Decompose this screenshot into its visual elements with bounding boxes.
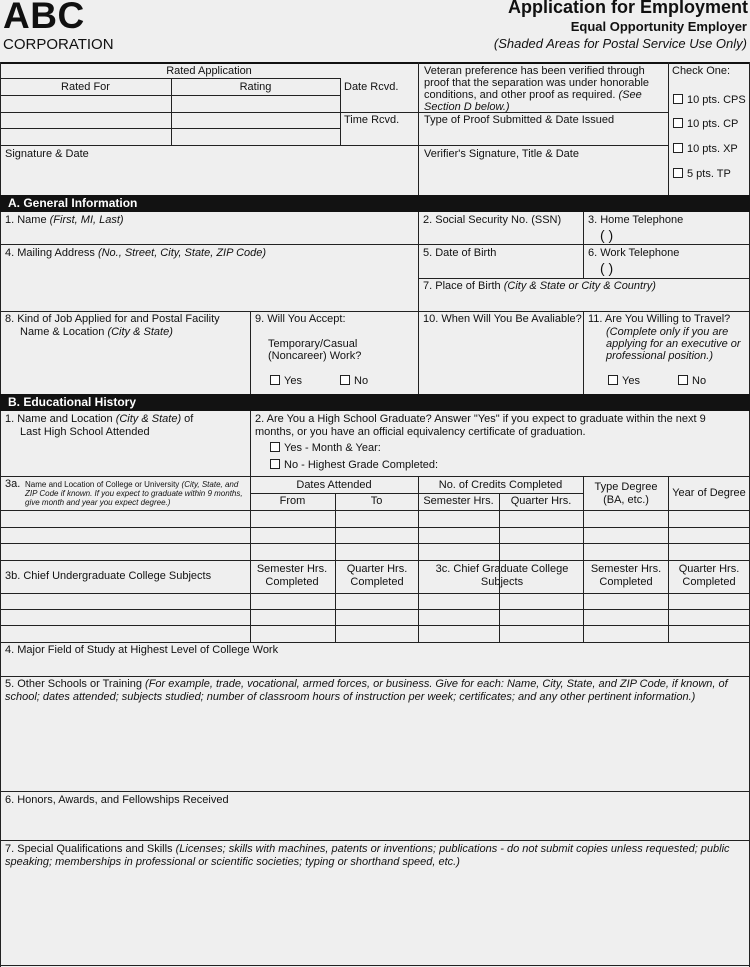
time-rcvd-label: Time Rcvd. [344, 114, 400, 126]
quarter-header: Quarter Hrs. [510, 495, 572, 507]
checkbox[interactable] [270, 375, 280, 385]
checkbox[interactable] [673, 118, 683, 128]
mailing-address-label: 4. Mailing Address (No., Street, City, State, ZIP Code) [5, 247, 267, 259]
qtr-completed-header: Quarter Hrs. Completed [346, 563, 408, 588]
hs-graduate-question: 2. Are You a High School Graduate? Answer "Yes" if you expect to graduate within the next 9 months, or you have an official equivalency certificate of graduation. [255, 413, 706, 438]
rated-application-label: Rated Application [166, 65, 252, 77]
accept-sub-2: (Noncareer) Work? [268, 350, 362, 362]
option-5-tp[interactable]: 5 pts. TP [673, 168, 731, 181]
other-schools-label: 5. Other Schools or Training (For example, trade, vocational, armed forces, or business. Give for each: Name, City, State, and ZIP Code, if known, of school; dates attended; subjects studied; number of classroom hours of instruction per week; certificates; and any other pertinent information.) [5, 678, 728, 703]
checkbox[interactable] [678, 375, 688, 385]
page-subtitle: Equal Opportunity Employer [570, 19, 747, 34]
page-title: Application for Employment [507, 0, 748, 17]
option-10-cps[interactable]: 10 pts. CPS [673, 94, 746, 107]
home-phone-field[interactable]: ( ) [600, 227, 614, 243]
name-field[interactable] [1, 228, 417, 243]
undergrad-label: 3b. Chief Undergraduate College Subjects [5, 570, 212, 582]
accept-sub-1: Temporary/Casual [268, 338, 358, 350]
dob-label: 5. Date of Birth [423, 247, 497, 259]
page-note: (Shaded Areas for Postal Service Use Only) [493, 36, 747, 51]
job-applied-label-2: Name & Location (City & State) [20, 326, 173, 338]
checkbox[interactable] [673, 143, 683, 153]
mailing-address-field[interactable] [1, 262, 417, 310]
section-a-header: A. General Information [0, 195, 750, 212]
work-phone-field[interactable]: ( ) [600, 260, 614, 276]
check-one-label: Check One: [672, 65, 731, 77]
travel-yes[interactable]: Yes [608, 375, 640, 388]
credits-header: No. of Credits Completed [438, 479, 563, 491]
special-skills-label: 7. Special Qualifications and Skills (Licenses; skills with machines, patents or inventions; publications - do not submit copies unless requested; public speaking; memberships in professional or scientific societies; typing or shorthand speed, etc.) [5, 843, 730, 868]
section-b-header: B. Educational History [0, 394, 750, 411]
hs-grad-yes[interactable]: Yes - Month & Year: [270, 442, 381, 455]
home-phone-label: 3. Home Telephone [588, 214, 684, 226]
date-rcvd-label: Date Rcvd. [344, 81, 399, 93]
checkbox[interactable] [673, 94, 683, 104]
job-applied-label: 8. Kind of Job Applied for and Postal Facility [5, 313, 220, 325]
type-degree-header: Type Degree (BA, etc.) [594, 481, 658, 506]
ssn-field[interactable] [419, 228, 582, 243]
qtr-completed-header-2: Quarter Hrs. Completed [678, 563, 740, 588]
type-of-proof-label: Type of Proof Submitted & Date Issued [424, 114, 615, 126]
checkbox[interactable] [608, 375, 618, 385]
dates-attended-header: Dates Attended [296, 479, 372, 491]
hs-label-2: Last High School Attended [20, 426, 150, 438]
name-label: 1. Name (First, MI, Last) [5, 214, 124, 226]
logo-main: ABC [3, 0, 85, 36]
work-phone-label: 6. Work Telephone [588, 247, 680, 259]
sem-completed-header-2: Semester Hrs. Completed [590, 563, 662, 588]
honors-label: 6. Honors, Awards, and Fellowships Received [5, 794, 229, 806]
accept-label: 9. Will You Accept: [255, 313, 346, 325]
accept-yes[interactable]: Yes [270, 375, 302, 388]
pob-label: 7. Place of Birth (City & State or City & Country) [423, 280, 656, 292]
college-text: Name and Location of College or University (City, State, and ZIP Code if known. If you expect to graduate within 9 months, give month and year you expect degree.) [25, 480, 243, 508]
travel-label: 11. Are You Willing to Travel? [588, 313, 731, 325]
checkbox[interactable] [270, 442, 280, 452]
hs-grad-no[interactable]: No - Highest Grade Completed: [270, 459, 438, 472]
college-label: 3a. [5, 478, 21, 490]
semester-header: Semester Hrs. [423, 495, 494, 507]
checkbox[interactable] [340, 375, 350, 385]
from-header: From [279, 495, 306, 507]
ssn-label: 2. Social Security No. (SSN) [423, 214, 562, 226]
travel-no[interactable]: No [678, 375, 706, 388]
hs-label: 1. Name and Location (City & State) of [5, 413, 194, 425]
rated-for-label: Rated For [61, 81, 110, 93]
checkbox[interactable] [673, 168, 683, 178]
year-degree-header: Year of Degree [672, 487, 746, 499]
rule [0, 62, 750, 64]
option-10-cp[interactable]: 10 pts. CP [673, 118, 738, 131]
major-label: 4. Major Field of Study at Highest Level of College Work [5, 644, 279, 656]
accept-no[interactable]: No [340, 375, 368, 388]
available-label: 10. When Will You Be Avaliable? [423, 313, 582, 325]
sem-completed-header: Semester Hrs. Completed [256, 563, 328, 588]
signature-date-label: Signature & Date [5, 148, 89, 160]
option-10-xp[interactable]: 10 pts. XP [673, 143, 738, 156]
veteran-text: Veteran preference has been verified through proof that the separation was under honorable conditions, and other proof as required. (See Section D below.) [424, 65, 650, 114]
verifier-label: Verifier's Signature, Title & Date [424, 148, 579, 160]
travel-hint: (Complete only if you are applying for an executive or professional position.) [606, 326, 741, 363]
to-header: To [370, 495, 383, 507]
graduate-label: 3c. Chief Graduate College Subjects [435, 563, 569, 588]
logo-sub: CORPORATION [3, 36, 114, 53]
rating-label: Rating [239, 81, 272, 93]
checkbox[interactable] [270, 459, 280, 469]
